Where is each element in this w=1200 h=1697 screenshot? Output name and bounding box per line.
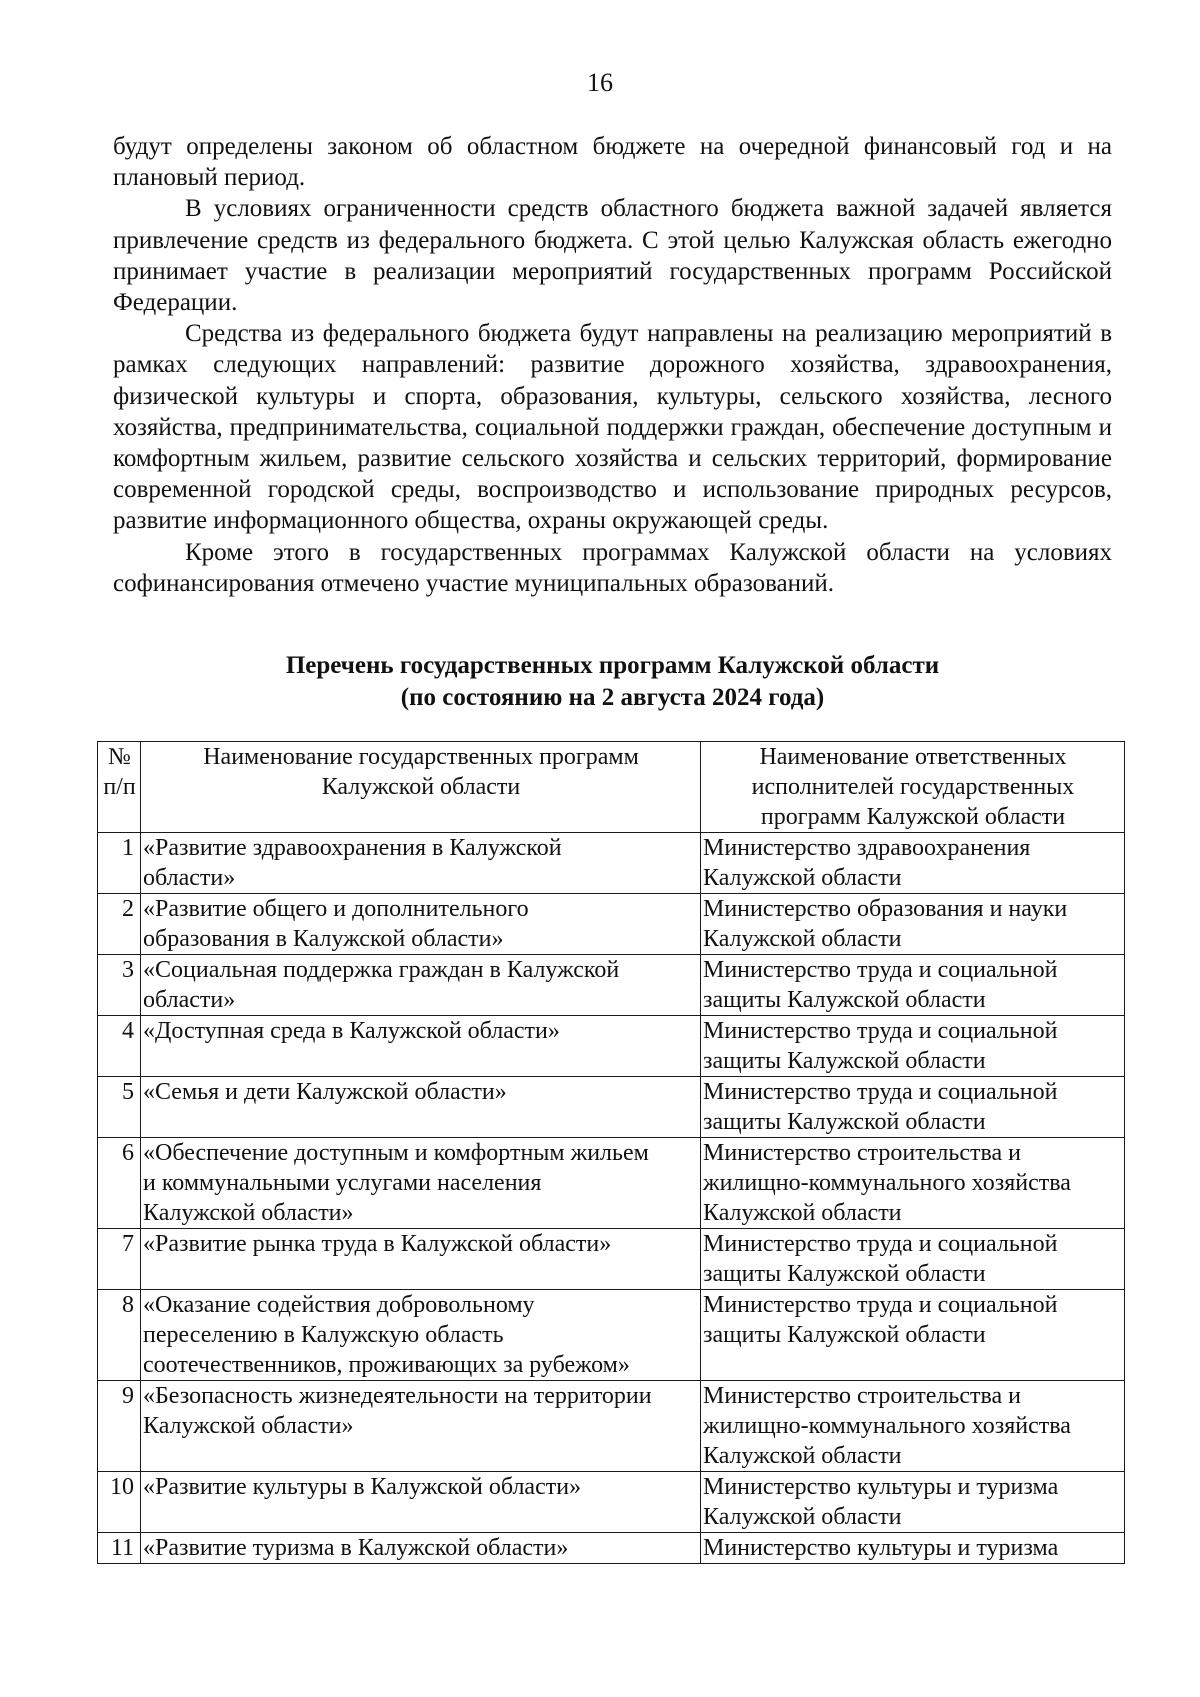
row-program: «Оказание содействия добровольному переселению в Калужскую область соотечественников, проживающих за рубежом» bbox=[141, 1290, 701, 1381]
table-row bbox=[98, 1229, 1125, 1290]
section-title bbox=[113, 650, 1112, 714]
row-program: «Безопасность жизнедеятельности на территории Калужской области» bbox=[141, 1381, 701, 1472]
row-program: «Обеспечение доступным и комфортным жильем и коммунальными услугами населения Калужской области» bbox=[141, 1138, 701, 1229]
table-row bbox=[98, 833, 1125, 894]
row-executor: Министерство образования и науки Калужской области bbox=[701, 894, 1125, 955]
table-row bbox=[98, 1290, 1125, 1381]
header-program: Наименование государственных программ Калужской области bbox=[141, 742, 701, 833]
row-num: 9 bbox=[98, 1381, 141, 1472]
row-program: «Социальная поддержка граждан в Калужской области» bbox=[141, 955, 701, 1016]
table-row bbox=[98, 955, 1125, 1016]
row-program: «Семья и дети Калужской области» bbox=[141, 1077, 701, 1138]
header-executor: Наименование ответственных исполнителей государственных программ Калужской области bbox=[701, 742, 1125, 833]
table-row bbox=[98, 1533, 1125, 1564]
section-title-line1: Перечень государственных программ Калужской области bbox=[285, 652, 940, 679]
paragraph-1: будут определены законом об областном бюджете на очередной финансовый год и на плановый период. bbox=[113, 133, 1112, 192]
row-program: «Развитие культуры в Калужской области» bbox=[141, 1472, 701, 1533]
table-row bbox=[98, 894, 1125, 955]
row-num: 8 bbox=[98, 1290, 141, 1381]
row-program: «Доступная среда в Калужской области» bbox=[141, 1016, 701, 1077]
section-title-line2: (по состоянию на 2 августа 2024 года) bbox=[400, 684, 825, 711]
row-program: «Развитие общего и дополнительного образования в Калужской области» bbox=[141, 894, 701, 955]
paragraph-2: В условиях ограниченности средств областного бюджета важной задачей является привлечение средств из федерального бюджета. С этой целью Калужская область ежегодно принимает участие в реализации мероприятий государственных программ Российской Федерации. bbox=[113, 195, 1112, 317]
row-num: 5 bbox=[98, 1077, 141, 1138]
row-executor: Министерство культуры и туризма bbox=[701, 1533, 1125, 1564]
table-header-row bbox=[98, 742, 1125, 833]
row-executor: Министерство труда и социальной защиты Калужской области bbox=[701, 1077, 1125, 1138]
header-num: № п/п bbox=[98, 742, 141, 833]
row-num: 10 bbox=[98, 1472, 141, 1533]
row-num: 7 bbox=[98, 1229, 141, 1290]
row-executor: Министерство труда и социальной защиты Калужской области bbox=[701, 955, 1125, 1016]
row-executor: Министерство строительства и жилищно-коммунального хозяйства Калужской области bbox=[701, 1138, 1125, 1229]
paragraph-4: Кроме этого в государственных программах Калужской области на условиях софинансирования отмечено участие муниципальных образований. bbox=[113, 538, 1112, 597]
row-num: 4 bbox=[98, 1016, 141, 1077]
row-program: «Развитие туризма в Калужской области» bbox=[141, 1533, 701, 1564]
body-text bbox=[113, 131, 1112, 599]
table-row bbox=[98, 1077, 1125, 1138]
table-row bbox=[98, 1138, 1125, 1229]
table-row bbox=[98, 1016, 1125, 1077]
page-number: 16 bbox=[587, 68, 613, 97]
row-executor: Министерство труда и социальной защиты Калужской области bbox=[701, 1016, 1125, 1077]
row-num: 6 bbox=[98, 1138, 141, 1229]
paragraph-3: Средства из федерального бюджета будут направлены на реализацию мероприятий в рамках следующих направлений: развитие дорожного хозяйства, здравоохранения, физической культуры и спорта, образования, культуры, сельского хозяйства, лесного хозяйства, предпринимательства, социальной поддержки граждан, обеспечение доступным и комфортным жильем, развитие сельского хозяйства и сельских территорий, формирование современной городской среды, воспроизводство и использование природных ресурсов, развитие информационного общества, охраны окружающей среды. bbox=[113, 320, 1112, 535]
table-row bbox=[98, 1381, 1125, 1472]
row-executor: Министерство труда и социальной защиты Калужской области bbox=[701, 1229, 1125, 1290]
row-executor: Министерство культуры и туризма Калужской области bbox=[701, 1472, 1125, 1533]
row-executor: Министерство строительства и жилищно-коммунального хозяйства Калужской области bbox=[701, 1381, 1125, 1472]
row-executor: Министерство здравоохранения Калужской области bbox=[701, 833, 1125, 894]
row-num: 3 bbox=[98, 955, 141, 1016]
row-program: «Развитие рынка труда в Калужской области» bbox=[141, 1229, 701, 1290]
row-num: 2 bbox=[98, 894, 141, 955]
programs-table bbox=[97, 741, 1125, 1564]
table-row bbox=[98, 1472, 1125, 1533]
row-num: 1 bbox=[98, 833, 141, 894]
row-executor: Министерство труда и социальной защиты Калужской области bbox=[701, 1290, 1125, 1381]
row-program: «Развитие здравоохранения в Калужской области» bbox=[141, 833, 701, 894]
row-num: 11 bbox=[98, 1533, 141, 1564]
